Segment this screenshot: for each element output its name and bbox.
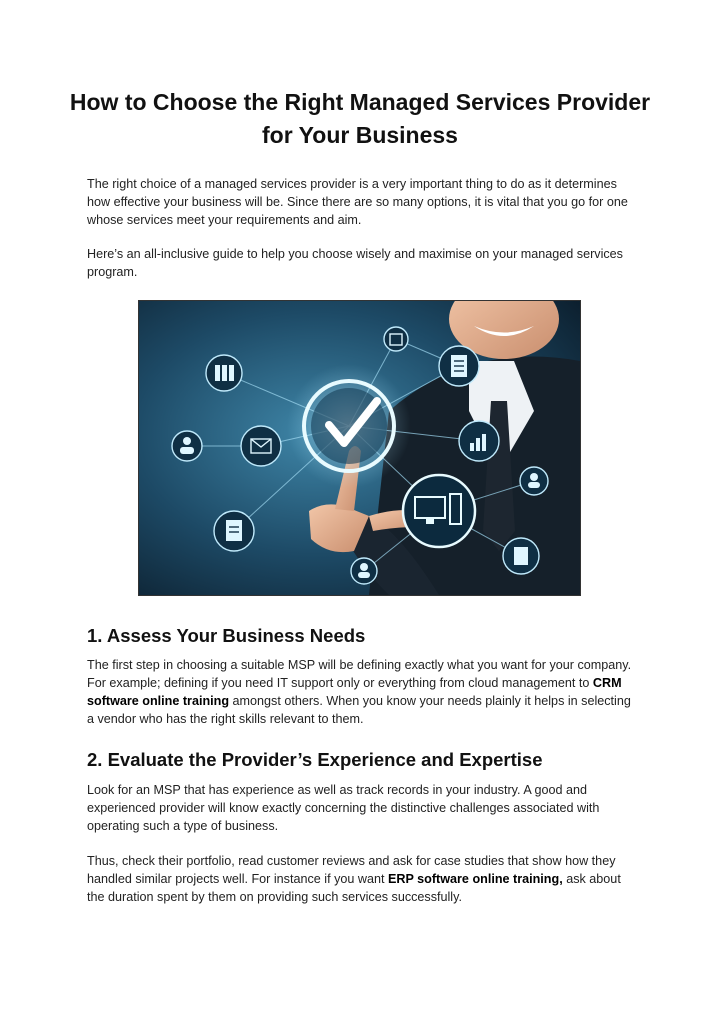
- computer-icon: [403, 475, 475, 547]
- hero-illustration: [139, 301, 580, 595]
- erp-training-link: ERP software online training,: [387, 872, 563, 886]
- section-2-paragraph-2: [87, 852, 637, 906]
- user-icon: [520, 467, 548, 495]
- page-title: How to Choose the Right Managed Services Provider for Your Business: [69, 89, 651, 148]
- section-1-paragraph: [87, 656, 637, 728]
- document-icon: [439, 346, 479, 386]
- calendar-icon: [384, 327, 408, 351]
- user-icon: [172, 431, 202, 461]
- email-icon: [241, 426, 281, 466]
- binders-icon: [206, 355, 242, 391]
- intro-paragraph-2: Here’s an all-inclusive guide to help you choose wisely and maximise on your managed services program.: [87, 247, 623, 279]
- checkmark-icon: [287, 364, 411, 488]
- section-2-text-end: ask about the duration spent by them on providing such services successfully.: [87, 872, 621, 904]
- hero-image: [138, 300, 581, 596]
- section-2-paragraph-1: Look for an MSP that has experience as well as track records in your industry. A good and experienced provider will know exactly concerning the distinctive challenges associated with operating such a type of business.: [87, 783, 600, 833]
- user-icon: [351, 558, 377, 584]
- section-1-heading: 1. Assess Your Business Needs: [87, 625, 366, 646]
- bar-chart-icon: [459, 421, 499, 461]
- section-2-heading: 2. Evaluate the Provider’s Experience and Expertise: [87, 749, 543, 770]
- clipboard-icon: [503, 538, 539, 574]
- crm-training-link: CRM software online training: [87, 676, 622, 708]
- section-1-text-end: amongst others. When you know your needs plainly it helps in selecting a vendor who has the right skills relevant to them.: [87, 694, 631, 726]
- intro-paragraph-1: The right choice of a managed services provider is a very important thing to do as it determines how effective your business will be. Since there are so many options, it is vital that you go for one whose services meet your requirements and aim.: [87, 177, 628, 227]
- section-1-text-start: The first step in choosing a suitable MSP will be defining exactly what you want for your company. For example; defining if you need IT support only or everything from cloud management to: [87, 658, 632, 690]
- clipboard-icon: [214, 511, 254, 551]
- section-2-text-start: Thus, check their portfolio, read customer reviews and ask for case studies that show how they handled similar projects well. For instance if you want: [87, 854, 616, 886]
